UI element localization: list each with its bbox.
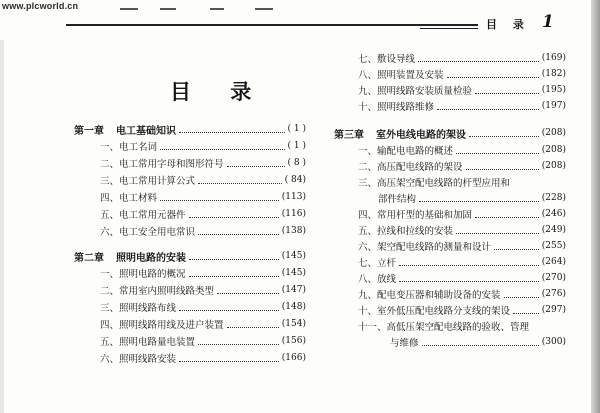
leader-dots [513,313,539,314]
chapter-number: 第一章 [74,125,104,137]
toc-entry[interactable] [358,270,566,286]
toc-entry[interactable] [358,286,566,302]
entry-page: (249) [541,225,566,235]
entry-label: 十、室外低压配电线路分支线的架设 [358,306,511,317]
leader-dots [419,201,539,202]
entry-page: (154) [281,319,306,329]
entry-page: (264) [541,257,566,267]
entry-page: (116) [281,209,306,219]
leader-dots [189,276,279,277]
toc-chapter-row[interactable] [74,248,306,264]
entry-label: 五、照明电路量电装置 [100,337,196,348]
entry-label: 与维修 [390,338,419,349]
chapter-title: 照明电路的安装 [116,252,186,264]
entry-label: 五、拉线和拉线的安装 [358,226,454,237]
chapter-number: 第三章 [334,129,364,141]
entry-label: 二、常用室内照明线路类型 [100,286,215,297]
chapter-page: (145) [281,251,306,261]
entry-label: 七、敷设导线 [358,54,416,65]
toc-entry[interactable] [100,299,306,315]
entry-page: (300) [541,337,566,347]
entry-page: ( 1 ) [287,141,306,151]
entry-page: (156) [281,336,306,346]
leader-dots [447,77,539,78]
leader-dots [160,149,285,150]
leader-dots [198,183,282,184]
entry-page: (113) [281,192,306,202]
watermark: www.plcworld.cn [2,1,79,11]
entry-page: (276) [541,289,566,299]
page-right-shadow [591,0,600,413]
entry-label: 四、照明线路用线及进户装置 [100,320,224,331]
entry-page: ( 8 ) [287,158,306,168]
toc-entry[interactable] [100,223,306,239]
entry-label: 一、电工名词 [100,142,158,153]
toc-entry[interactable] [358,50,566,66]
entry-label: 十一、高低压架空配电线路的验收、管理 [358,322,530,333]
header-rule-thin [420,28,478,29]
toc-title: 目 录 [170,79,268,104]
toc-entry[interactable] [358,254,566,270]
toc-chapter-row[interactable] [334,125,566,141]
entry-label: 四、常用杆型的基础和加固 [358,210,473,221]
scan-mark [120,8,138,10]
entry-label: 二、高压配电线路的架设 [358,162,463,173]
toc-entry[interactable] [358,82,566,98]
entry-page: (297) [541,305,566,315]
page-number: 1 [542,12,554,32]
entry-page: (147) [281,285,306,295]
entry-label: 五、电工常用元器件 [100,210,186,221]
toc-entry[interactable] [358,206,566,222]
entry-page: (166) [281,353,306,363]
chapter-title: 电工基础知识 [116,125,176,137]
toc-chapter-row[interactable] [74,121,306,137]
entry-label: 六、架空配电线路的测量和设计 [358,242,492,253]
leader-dots [494,249,539,250]
leader-dots [160,200,279,201]
toc-entry[interactable] [358,238,566,254]
entry-page: (138) [281,226,306,236]
scan-mark [255,8,273,10]
entry-page: (255) [541,241,566,251]
entry-page: (182) [541,69,566,79]
entry-page: (246) [541,209,566,219]
toc-entry[interactable] [100,138,306,154]
toc-entry[interactable] [378,190,566,206]
toc-entry[interactable] [100,282,306,298]
leader-dots [189,217,279,218]
entry-page: (228) [541,193,566,203]
chapter-title: 室外电线电路的架设 [376,129,466,141]
entry-label: 三、高压架空配电线路的杆型应用和 [358,178,511,189]
entry-label: 八、照明装置及安装 [358,70,444,81]
entry-page: (197) [541,101,566,111]
entry-page: (208) [541,161,566,171]
running-header: 目 录 [486,18,530,31]
leader-dots [475,93,539,94]
entry-label: 八、放线 [358,274,397,285]
entry-label: 九、配电变压器和辅助设备的安装 [358,290,501,301]
leader-dots [437,109,539,110]
entry-label: 六、电工安全用电常识 [100,227,196,238]
leader-dots [198,344,279,345]
toc-entry[interactable] [100,206,306,222]
chapter-page: (208) [541,128,566,138]
toc-entry[interactable] [100,189,306,205]
toc-entry[interactable] [100,350,306,366]
toc-entry[interactable] [100,333,306,349]
scan-mark [160,8,176,10]
entry-page: ( 84) [284,175,306,185]
leader-dots [179,310,279,311]
entry-label: 一、输配电电路的概述 [358,146,454,157]
entry-label: 三、照明线路布线 [100,303,177,314]
leader-dots [504,297,539,298]
leader-dots [456,153,539,154]
toc-entry[interactable] [358,222,566,238]
leader-dots [399,265,539,266]
entry-label: 一、照明电路的概况 [100,269,186,280]
leader-dots [227,166,285,167]
toc-entry[interactable] [358,66,566,82]
entry-page: (195) [541,85,566,95]
leader-dots [466,169,539,170]
leader-dots [475,217,539,218]
toc-entry[interactable] [358,302,566,318]
entry-label: 三、电工常用计算公式 [100,176,196,187]
entry-page: (145) [281,268,306,278]
toc-entry[interactable] [100,172,306,188]
leader-dots [198,234,279,235]
leader-dots [469,136,539,137]
entry-page: (270) [541,273,566,283]
entry-label: 二、电工常用字母和图形符号 [100,159,224,170]
entry-page: (148) [281,302,306,312]
page-left-shadow [0,40,4,413]
toc-entry[interactable] [390,334,566,350]
toc-entry[interactable] [100,265,306,281]
leader-dots [422,345,539,346]
toc-entry[interactable] [100,316,306,332]
toc-entry[interactable] [358,174,566,190]
leader-dots [399,281,539,282]
leader-dots [418,61,539,62]
entry-label: 部件结构 [378,194,417,205]
toc-entry[interactable] [100,155,306,171]
leader-dots [179,132,285,133]
entry-label: 四、电工材料 [100,193,158,204]
header-rule [66,24,478,26]
leader-dots [179,361,279,362]
leader-dots [217,293,279,294]
entry-page: (169) [541,53,566,63]
toc-entry[interactable] [358,318,566,334]
toc-entry[interactable] [358,142,566,158]
toc-entry[interactable] [358,158,566,174]
leader-dots [189,259,279,260]
entry-label: 六、照明线路安装 [100,354,177,365]
entry-page: (208) [541,145,566,155]
leader-dots [456,233,539,234]
toc-entry[interactable] [358,98,566,114]
scan-mark [210,8,224,10]
leader-dots [227,327,279,328]
entry-label: 九、照明线路安装质量检验 [358,86,473,97]
entry-label: 七、立杆 [358,258,397,269]
entry-label: 十、照明线路维修 [358,102,435,113]
chapter-number: 第二章 [74,252,104,264]
chapter-page: ( 1 ) [287,124,306,134]
